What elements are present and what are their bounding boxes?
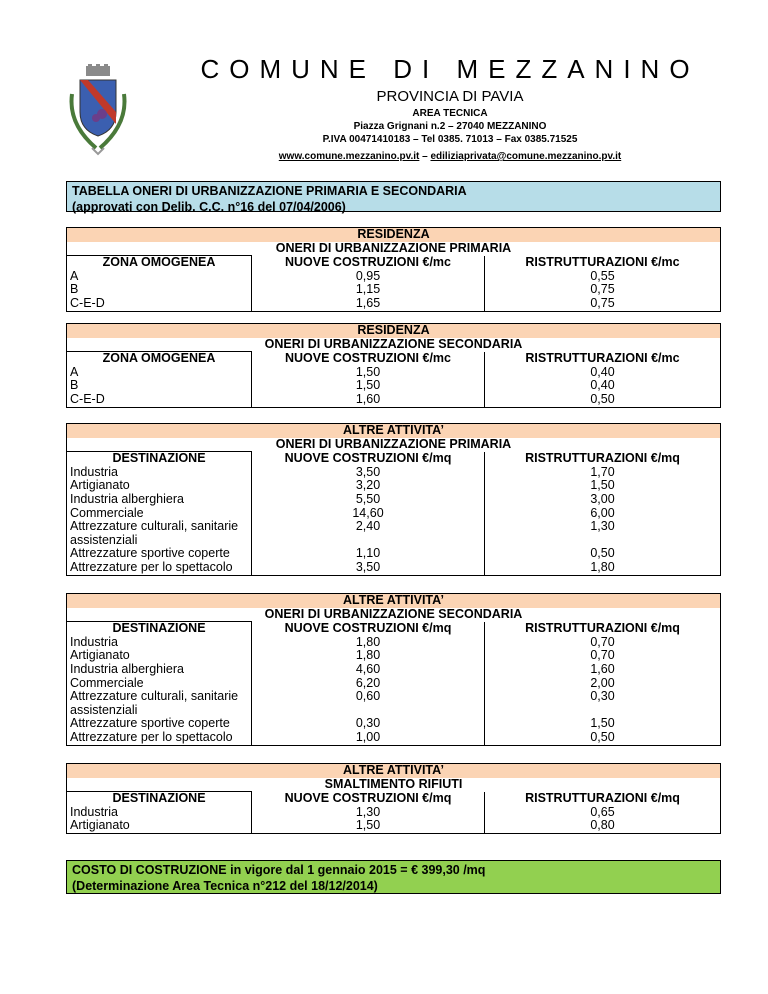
column-header: RISTRUTTURAZIONI €/mq [485, 452, 721, 466]
new-construction-value: 4,60 [252, 663, 485, 677]
renovation-value: 2,00 [485, 677, 721, 691]
new-construction-value: 1,50 [252, 379, 485, 393]
new-construction-value: 2,40 [252, 520, 485, 547]
table-row [67, 547, 721, 561]
renovation-value: 1,60 [485, 663, 721, 677]
row-label: Artigianato [67, 819, 252, 833]
address-label: Piazza Grignani n.2 – 27040 MEZZANINO [353, 121, 547, 132]
table-category: ALTRE ATTIVITA’ [67, 424, 721, 438]
row-label: Industria alberghiera [67, 493, 252, 507]
new-construction-value: 5,50 [252, 493, 485, 507]
new-construction-value: 1,15 [252, 283, 485, 297]
renovation-value: 0,75 [485, 297, 721, 311]
table-category: ALTRE ATTIVITA’ [67, 594, 721, 608]
new-construction-value: 1,80 [252, 636, 485, 650]
renovation-value: 6,00 [485, 507, 721, 521]
province-label: PROVINCIA DI PAVIA [376, 88, 524, 105]
footer-box [66, 860, 721, 894]
renovation-value: 0,65 [485, 806, 721, 820]
new-construction-value: 3,50 [252, 466, 485, 480]
new-construction-value: 0,60 [252, 690, 485, 717]
row-label: Artigianato [67, 479, 252, 493]
table-row [67, 649, 721, 663]
column-header: DESTINAZIONE [67, 622, 252, 636]
table-row [67, 520, 721, 547]
table-subtitle: ONERI DI URBANIZZAZIONE SECONDARIA [67, 608, 721, 622]
row-label: A [67, 270, 252, 284]
renovation-value: 0,40 [485, 379, 721, 393]
table-row [67, 731, 721, 745]
new-construction-value: 1,00 [252, 731, 485, 745]
renovation-value: 0,30 [485, 690, 721, 717]
new-construction-value: 3,20 [252, 479, 485, 493]
table-category: RESIDENZA [67, 228, 721, 242]
column-header: NUOVE COSTRUZIONI €/mq [252, 792, 485, 806]
new-construction-value: 1,80 [252, 649, 485, 663]
fees-table [66, 423, 721, 576]
row-label: Attrezzature per lo spettacolo [67, 561, 252, 575]
row-label: Industria alberghiera [67, 663, 252, 677]
email-link[interactable]: ediliziaprivata@comune.mezzanino.pv.it [430, 151, 622, 162]
table-row [67, 297, 721, 311]
table-row [67, 806, 721, 820]
row-label: Attrezzature sportive coperte [67, 547, 252, 561]
table-category: ALTRE ATTIVITA’ [67, 764, 721, 778]
links-line [200, 151, 700, 162]
renovation-value: 0,75 [485, 283, 721, 297]
column-header: NUOVE COSTRUZIONI €/mc [252, 352, 485, 366]
table-row [67, 663, 721, 677]
fees-table [66, 227, 721, 312]
row-label: Industria [67, 636, 252, 650]
table-row [67, 479, 721, 493]
table-row [67, 561, 721, 575]
new-construction-value: 14,60 [252, 507, 485, 521]
table-row [67, 366, 721, 380]
intro-line-2: (approvati con Delib. C.C. n°16 del 07/04/2006) [72, 200, 346, 214]
table-row [67, 393, 721, 407]
new-construction-value: 0,95 [252, 270, 485, 284]
table-category: RESIDENZA [67, 324, 721, 338]
page-title: COMUNE DI MEZZANINO [200, 54, 700, 84]
table-row [67, 507, 721, 521]
table-subtitle: ONERI DI URBANIZZAZIONE PRIMARIA [67, 438, 721, 452]
column-header: DESTINAZIONE [67, 792, 252, 806]
new-construction-value: 1,50 [252, 366, 485, 380]
table-subtitle: ONERI DI URBANIZZAZIONE SECONDARIA [67, 338, 721, 352]
row-label: Artigianato [67, 649, 252, 663]
footer-line-2: (Determinazione Area Tecnica n°212 del 18/12/2014) [72, 879, 378, 893]
column-header: ZONA OMOGENEA [67, 352, 252, 366]
row-label: Attrezzature sportive coperte [67, 717, 252, 731]
column-header: ZONA OMOGENEA [67, 256, 252, 270]
new-construction-value: 6,20 [252, 677, 485, 691]
renovation-value: 0,50 [485, 731, 721, 745]
renovation-value: 1,50 [485, 479, 721, 493]
new-construction-value: 1,60 [252, 393, 485, 407]
renovation-value: 0,70 [485, 636, 721, 650]
fees-table [66, 763, 721, 834]
row-label: Attrezzature culturali, sanitarie assistenziali [67, 520, 252, 547]
renovation-value: 0,50 [485, 547, 721, 561]
row-label: Industria [67, 806, 252, 820]
footer-line-1: COSTO DI COSTRUZIONE in vigore dal 1 gennaio 2015 = € 399,30 /mq [72, 863, 486, 877]
row-label: Commerciale [67, 507, 252, 521]
fees-table [66, 323, 721, 408]
renovation-value: 1,30 [485, 520, 721, 547]
row-label: C-E-D [67, 393, 252, 407]
table-row [67, 690, 721, 717]
fees-table [66, 593, 721, 746]
row-label: A [67, 366, 252, 380]
column-header: NUOVE COSTRUZIONI €/mq [252, 622, 485, 636]
table-row [67, 283, 721, 297]
column-header: NUOVE COSTRUZIONI €/mq [252, 452, 485, 466]
office-label: AREA TECNICA [412, 108, 488, 119]
renovation-value: 0,55 [485, 270, 721, 284]
intro-line-1: TABELLA ONERI DI URBANIZZAZIONE PRIMARIA E SECONDARIA [72, 184, 467, 198]
table-row [67, 636, 721, 650]
column-header: RISTRUTTURAZIONI €/mc [485, 256, 721, 270]
renovation-value: 0,40 [485, 366, 721, 380]
column-header: RISTRUTTURAZIONI €/mq [485, 622, 721, 636]
row-label: B [67, 283, 252, 297]
row-label: Commerciale [67, 677, 252, 691]
table-subtitle: SMALTIMENTO RIFIUTI [67, 778, 721, 792]
new-construction-value: 3,50 [252, 561, 485, 575]
column-header: RISTRUTTURAZIONI €/mc [485, 352, 721, 366]
renovation-value: 3,00 [485, 493, 721, 507]
column-header: RISTRUTTURAZIONI €/mq [485, 792, 721, 806]
column-header: DESTINAZIONE [67, 452, 252, 466]
table-row [67, 270, 721, 284]
link-separator: – [422, 151, 428, 162]
renovation-value: 1,70 [485, 466, 721, 480]
table-row [67, 677, 721, 691]
table-subtitle: ONERI DI URBANIZZAZIONE PRIMARIA [67, 242, 721, 256]
table-row [67, 379, 721, 393]
table-row [67, 466, 721, 480]
table-row [67, 819, 721, 833]
new-construction-value: 1,50 [252, 819, 485, 833]
row-label: C-E-D [67, 297, 252, 311]
contacts-label: P.IVA 00471410183 – Tel 0385. 71013 – Fax 0385.71525 [322, 134, 578, 145]
table-row [67, 717, 721, 731]
website-link[interactable]: www.comune.mezzanino.pv.it [278, 151, 420, 162]
intro-box [66, 181, 721, 212]
row-label: Attrezzature culturali, sanitarie assistenziali [67, 690, 252, 717]
renovation-value: 0,50 [485, 393, 721, 407]
row-label: Industria [67, 466, 252, 480]
renovation-value: 1,80 [485, 561, 721, 575]
renovation-value: 1,50 [485, 717, 721, 731]
renovation-value: 0,70 [485, 649, 721, 663]
renovation-value: 0,80 [485, 819, 721, 833]
new-construction-value: 1,10 [252, 547, 485, 561]
column-header: NUOVE COSTRUZIONI €/mc [252, 256, 485, 270]
table-row [67, 493, 721, 507]
row-label: Attrezzature per lo spettacolo [67, 731, 252, 745]
new-construction-value: 1,30 [252, 806, 485, 820]
new-construction-value: 0,30 [252, 717, 485, 731]
row-label: B [67, 379, 252, 393]
municipal-crest-icon [66, 64, 130, 160]
new-construction-value: 1,65 [252, 297, 485, 311]
